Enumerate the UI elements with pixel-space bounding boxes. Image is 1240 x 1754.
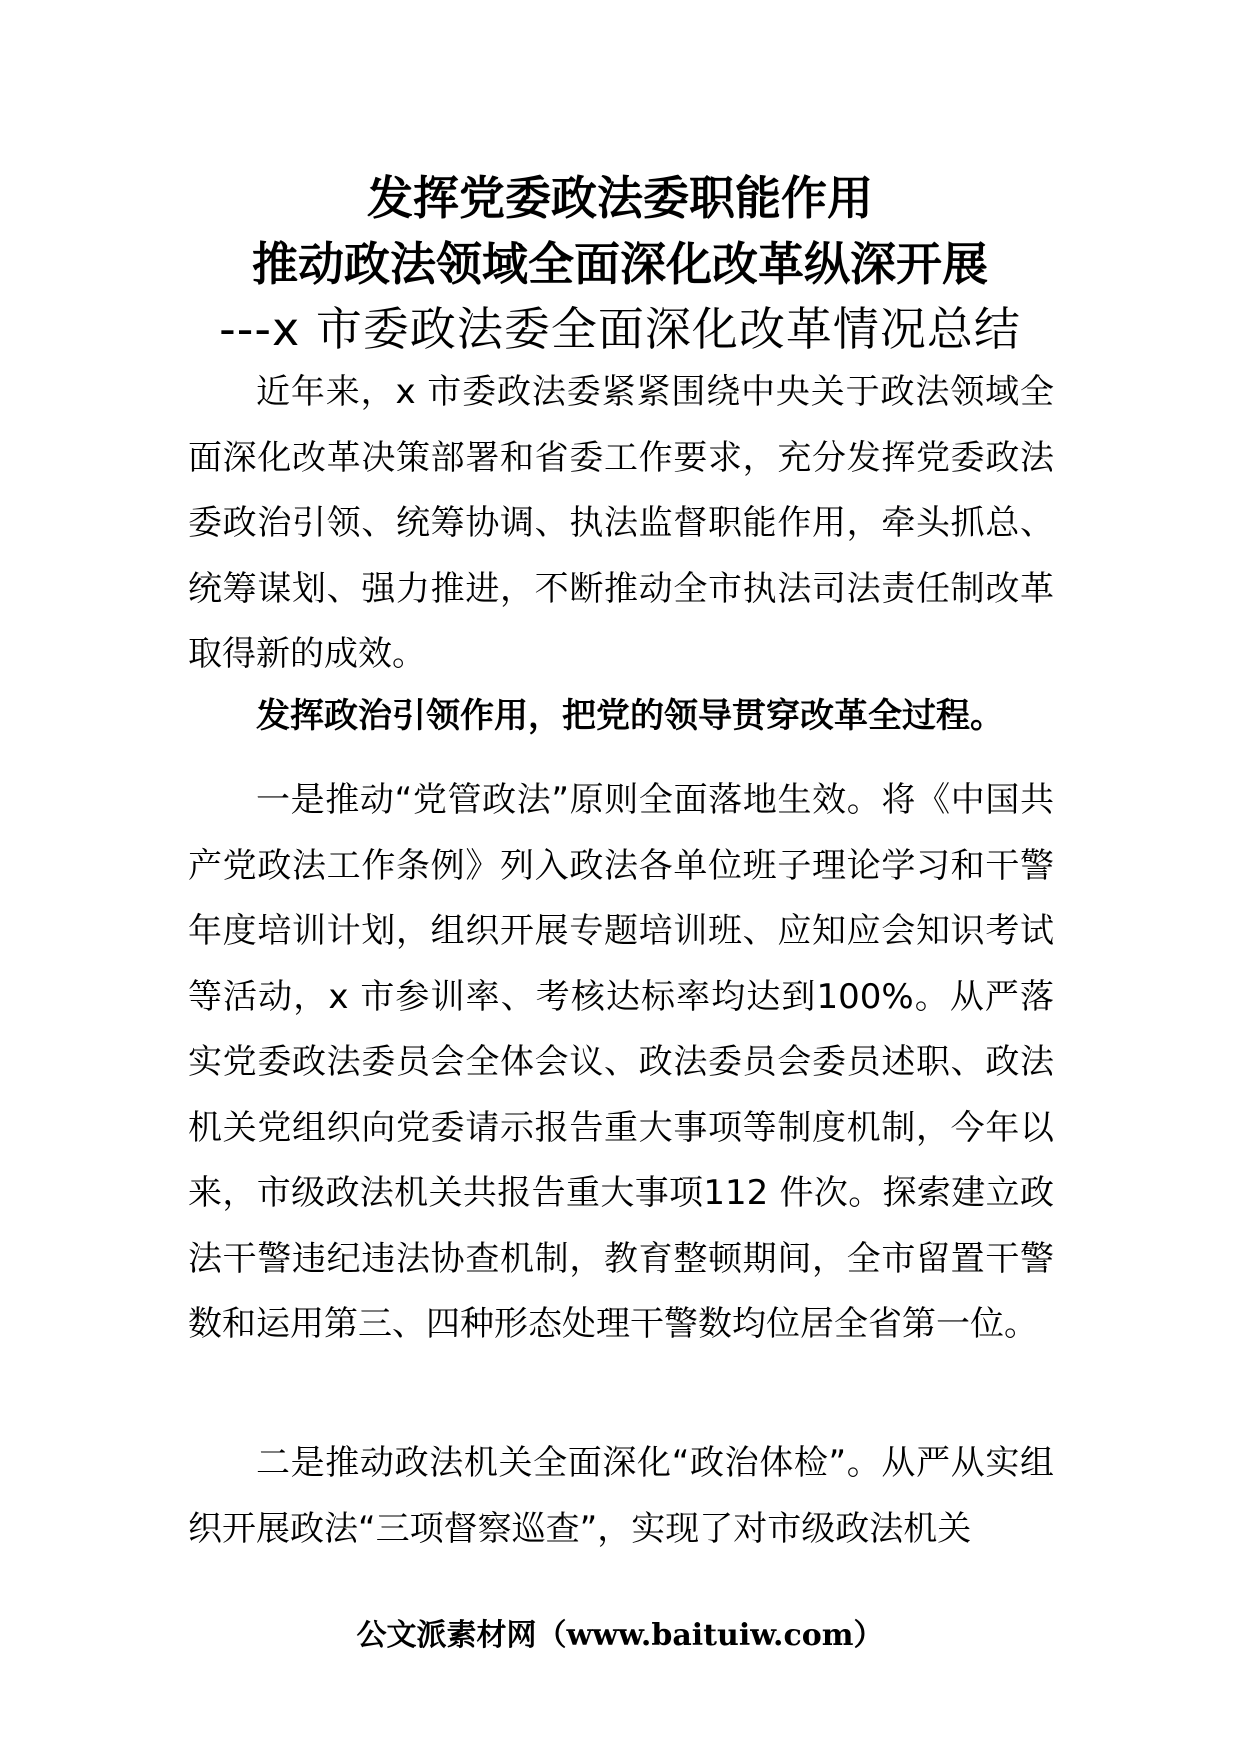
body-paragraph-2: 二是推动政法机关全面深化“政治体检”。从严从实组织开展政法“三项督察巡查”，实现了对市级政法机关 <box>188 1443 1054 1549</box>
document-title-line-2: 推动政法领域全面深化改革纵深开展 <box>252 237 988 291</box>
document-subtitle: ---x 市委政法委全面深化改革情况总结 <box>219 302 1021 356</box>
body-paragraph-1: 一是推动“党管政法”原则全面落地生效。将《中国共产党政法工作条例》列入政法各单位班子理论学习和干警年度培训计划，组织开展专题培训班、应知应会知识考试等活动，x 市参训率、考核达标率均达到100%。从严落实党委政法委员会全体会议、政法委员会委员述职、政法机关党组织向党委请示报告重大事项等制度机制，今年以来，市级政法机关共报告重大事项112 件次。探索建立政法干警违纪违法协查机制，教育整顿期间，全市留置干警数和运用第三、四种形态处理干警数均位居全省第一位。 <box>188 780 1054 1344</box>
intro-paragraph: 近年来，x 市委政法委紧紧围绕中央关于政法领域全面深化改革决策部署和省委工作要求，充分发挥党委政法委政治引领、统筹协调、执法监督职能作用，牵头抓总、统筹谋划、强力推进，不断推动全市执法司法责任制改革取得新的成效。 <box>188 372 1054 674</box>
document-title-line-1: 发挥党委政法委职能作用 <box>367 171 873 225</box>
section-heading: 发挥政治引领作用，把党的领导贯穿改革全过程。 <box>256 696 1004 736</box>
footer-watermark: 公文派素材网（www.baituiw.com） <box>356 1618 884 1653</box>
